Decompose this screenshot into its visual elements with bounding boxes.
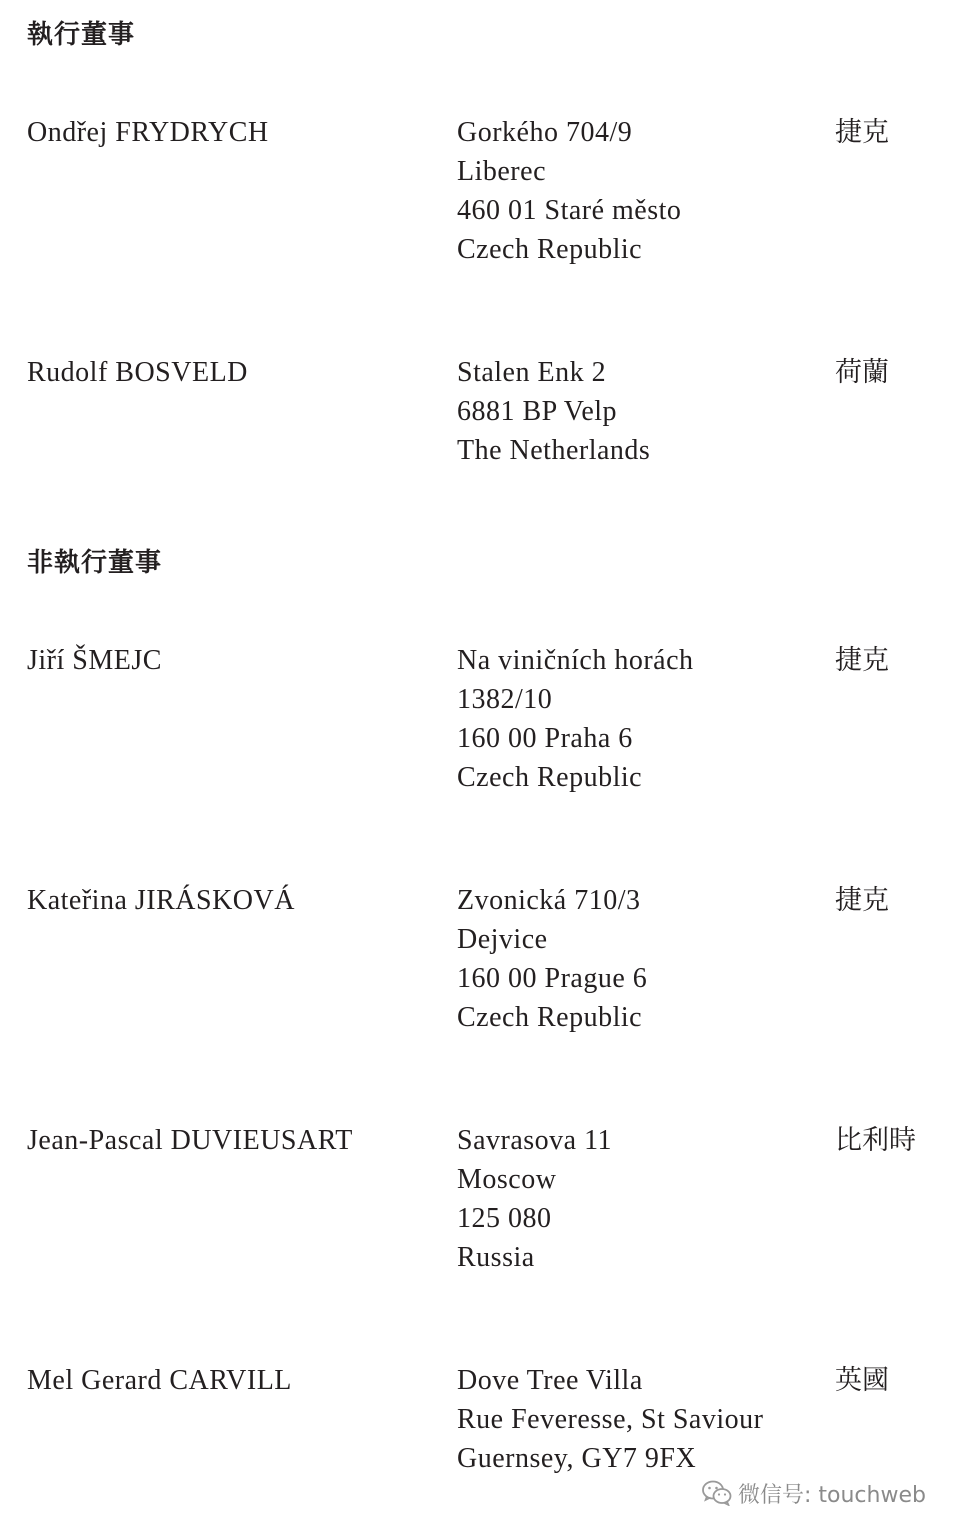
address-line: Rue Feveresse, St Saviour [457,1404,764,1435]
director-name: Jiří ŠMEJC [27,645,162,676]
director-nationality: 捷克 [835,117,889,148]
director-nationality: 荷蘭 [835,357,889,388]
section-heading-non-executive-directors: 非執行董事 [27,548,163,578]
director-address [457,886,647,1042]
director-name: Kateřina JIRÁSKOVÁ [27,885,295,916]
director-nationality: 捷克 [835,885,889,916]
address-line: Savrasova 11 [457,1125,613,1156]
director-nationality: 捷克 [835,645,889,676]
watermark [700,1476,926,1510]
address-line: 1382/10 [457,684,553,715]
address-line: Na viničních horách [457,645,694,676]
director-address [457,1366,763,1483]
address-line: 160 00 Prague 6 [457,963,648,994]
address-line: Moscow [457,1164,557,1195]
director-name: Rudolf BOSVELD [27,357,248,388]
address-line: Gorkého 704/9 [457,117,633,148]
address-line: 160 00 Praha 6 [457,723,633,754]
address-line: Guernsey, GY7 9FX [457,1443,697,1474]
director-name: Mel Gerard CARVILL [27,1365,292,1396]
director-name: Ondřej FRYDRYCH [27,117,269,148]
director-address [457,118,681,274]
director-address [457,1126,612,1282]
section-heading-executive-directors: 執行董事 [27,20,136,50]
address-line: Russia [457,1242,535,1273]
director-address [457,358,650,475]
address-line: Dove Tree Villa [457,1365,643,1396]
address-line: 125 080 [457,1203,552,1234]
watermark-text: 微信号: touchweb [738,1482,926,1508]
address-line: Zvonická 710/3 [457,885,641,916]
address-line: 460 01 Staré město [457,195,682,226]
wechat-icon [702,1480,732,1506]
director-nationality: 英國 [835,1365,889,1396]
address-line: Czech Republic [457,762,643,793]
address-line: Stalen Enk 2 [457,357,607,388]
address-line: Dejvice [457,924,548,955]
address-line: Czech Republic [457,234,643,265]
director-address [457,646,694,802]
address-line: The Netherlands [457,435,651,466]
director-nationality: 比利時 [835,1125,916,1156]
address-line: Czech Republic [457,1002,643,1033]
director-name: Jean-Pascal DUVIEUSART [27,1125,353,1156]
address-line: Liberec [457,156,546,187]
address-line: 6881 BP Velp [457,396,618,427]
